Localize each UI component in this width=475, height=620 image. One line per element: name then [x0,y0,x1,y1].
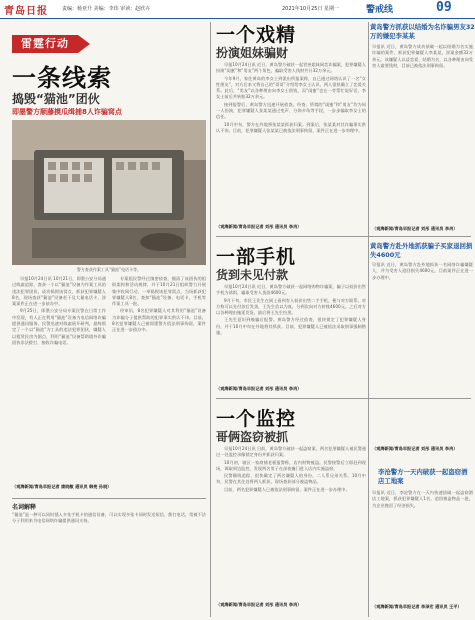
paragraph: 早报10月24日讯 10月21日，即墨公安分局通过线索追踪，查获一个以“猫池”设备为作案工具的违法犯罪团伙，成功捣毁该窝点，抓获犯罪嫌疑人8名，现场查获“猫池”设备若干及大量电话卡，涉案案件正在进一步侦办中。 [12,276,106,307]
page-number: 09 [436,0,452,15]
paragraph: 今年9月，家住黄岛的李女士到派出所报案称，自己通过网络认识了一名“女性朋友”，对方后来又将自己的“哥哥”介绍给李女士认识，两人很快确立了恋爱关系。此后，“男友”以各种理由向李女士借钱，而“闺蜜”也在一旁帮忙说好话，李女士前后共转账32万余元。 [216,75,366,100]
sidebar-item1-title: 黄岛警方抓获以结婚为名诈骗男友32万的嫌犯李某某 [370,23,475,40]
article1-photo-caption: 警方查获作案工具“猫池”电话卡等。 [76,267,142,272]
sidebar-item3-title: 李沧警方一天内破获一起盗窃酒店工地案 [378,468,468,485]
glossary-text: “猫池”是一种可以同时插入多张手机卡的通信设备，可以实现多张卡同时发送短信、拨打电话，常被不法分子利用来为电信网络诈骗提供通讯支持。 [12,512,206,524]
section-name: 警戒线 [366,5,394,15]
paragraph: 9月下旬，市民王先生在网上看到有人低价出售二手手机，便与对方联系。对方称可以先付款后发货，王先生信以为真，分两次向对方转账4600元。之后对方以各种理由拖延发货，最后将王先生拉黑。 [216,297,366,316]
article3-subtitle: 货到未见付款 [216,268,289,282]
article1-byline: （观海新闻/青岛早报记者 康晓敏 通讯员 韩亮 孙晓） [12,484,112,489]
paragraph: 王先生意识到被骗后报警。黄岛警方经过侦查，很快锁定了犯罪嫌疑人身份，并于10月中旬在外地将其抓获。目前，犯罪嫌疑人已被依法采取刑事强制措施。 [216,317,366,336]
paragraph: 接到报警后，黄岛警方迅速开展侦查。经查，所谓的“闺蜜”和“男友”均为同一人扮演，犯罪嫌疑人张某某通过变声、分饰多角等手段，一步步骗取李女士的信任。 [216,101,366,120]
paragraph: 专案组民警经过缜密侦查，摸清了该团伙的组织架构和活动规律，并于10月21日组织警力开展集中收网行动，一举捣毁该犯罪窝点，当场抓获犯罪嫌疑人8名，查扣“猫池”设备、电话卡、手机等作案工具一批。 [112,276,206,307]
sidebar-item2-byline: （观海新闻/青岛早报记者 刘彤 通讯员 李冉） [372,446,458,451]
article1-body-col2 [112,276,206,480]
divider [12,498,206,499]
sidebar-item1-text: 早报讯 近日，黄岛警方成功侦破一起以结婚为名实施诈骗的案件，抓获犯罪嫌疑人李某某，涉案金额32万余元。该嫌疑人以谈恋爱、结婚为名，以各种理由向受害人索要钱财，目前已被依法刑事拘留。 [372,44,473,68]
glossary-title: 名词解释 [12,504,37,511]
article1-subtitle: 捣毁“猫池”团伙 [12,92,100,106]
article1-body-col1 [12,276,106,480]
newspaper-logo: 青岛日报 [4,6,48,17]
article1-photo [12,120,206,265]
article4-title: 一个监控 [216,408,297,430]
paragraph: 9月25日，即墨公安分局专案民警在日常工作中发现，有人正在利用“猫池”设备为电信网络诈骗提供通讯服务。民警迅速对线索展开研判，最终锁定了一个以“猫池”为工具的违法犯罪团伙，嫌疑人以租赁民房为据点，利用“猫池”设备帮助境外诈骗团伙非法拨打、接收诈骗电话。 [12,308,106,345]
paragraph: 目前，两名犯罪嫌疑人已被依法刑事拘留，案件正在进一步办理中。 [224,486,350,492]
paragraph: 经审讯，8名犯罪嫌疑人对其利用“猫池”设备为诈骗分子提供帮助的犯罪事实供认不讳。目前，8名犯罪嫌疑人已被即墨警方依法刑事拘留，案件正在进一步侦办中。 [112,308,206,333]
article4-byline: （观海新闻/青岛早报记者 刘彤 通讯员 李冉） [216,602,302,607]
topic-tag: 雷霆行动 [12,35,78,53]
article2-body [216,62,366,222]
issue-date: 2021年10月25日 星期一 [282,6,340,12]
sidebar-item1-byline: （观海新闻/青岛早报记者 刘彤 通讯员 李冉） [372,226,458,231]
paragraph: 民警顺线追踪，很快确定了两名嫌疑人的身份，二人系兄弟关系。10月中旬，民警在其住处将两人抓获，现场查获部分被盗物品。 [216,473,366,485]
page-header [0,0,475,19]
article1-title: 一条线索 [12,64,112,92]
paragraph: 10月中旬，警方在外地将张某某抓获归案。到案后，张某某对其诈骗事实供认不讳。目前，犯罪嫌疑人张某某已被依法刑事拘留，案件正在进一步审理中。 [216,121,366,133]
paragraph: 早报10月24日讯 日前，黄岛警方破获一起盗窃案，两名犯罪嫌疑人被民警通过一处监控录像锁定身份并抓获归案。 [216,446,366,458]
article2-title: 一个戏精 [216,24,297,46]
sidebar-item3-byline: （观海新闻/青岛早报记者 李泽宏 通讯员 王平） [372,604,462,609]
article4-body [216,446,366,598]
sidebar-item3-text: 早报讯 近日，李沧警方在一天内快速侦破一起盗窃酒店工地案，抓获犯罪嫌疑人1名，追回被盗物品一批，为企业挽回了经济损失。 [372,490,473,508]
article2-byline: （观海新闻/青岛早报记者 刘彤 通讯员 李冉） [216,224,302,229]
article2-subtitle: 扮演姐妹骗财 [216,46,289,60]
divider [216,236,471,237]
article1-deck: 即墨警方顺藤摸瓜缉捕8人诈骗窝点 [12,108,122,116]
column-divider [210,22,211,617]
paragraph: 早报10月24日讯 近日，黄岛警方破获一起冒充姐妹网恋诈骗案，犯罪嫌疑人扮演“闺蜜”和“男友”两个角色，骗取受害人钱财共计32万余元。 [216,62,366,74]
article3-title: 一部手机 [216,246,297,268]
paragraph: 10月初，辖区一家商铺老板报警称，店内财物被盗。民警接警后立即赶到现场，调取周边监控，发现两名男子在深夜撬门进入店内实施盗窃。 [216,459,366,471]
editor-credits: 责编：杨亚升 美编：李玮 审读：赵欣卉 [62,6,151,12]
topic-tag-decoration [78,35,108,53]
paragraph: 早报10月24日讯 近日，黄岛警方破获一起网络购物诈骗案，骗子以低价出售手机为诱饵，骗取受害人货款4600元。 [216,284,366,296]
sidebar-item2-text: 早报讯 近日，黄岛警方赴外地抓获一名网络诈骗嫌疑人，并为受害人追回损失4600元，目前案件正在进一步办理中。 [372,262,473,280]
article4-subtitle: 哥俩盗窃被抓 [216,430,289,444]
article3-body [216,284,366,384]
sidebar-item2-title: 黄岛警方赴外地抓获骗子买家退回损失4600元 [370,242,473,259]
column-divider [368,22,369,617]
article3-byline: （观海新闻/青岛早报记者 刘彤 通讯员 李冉） [216,386,302,391]
